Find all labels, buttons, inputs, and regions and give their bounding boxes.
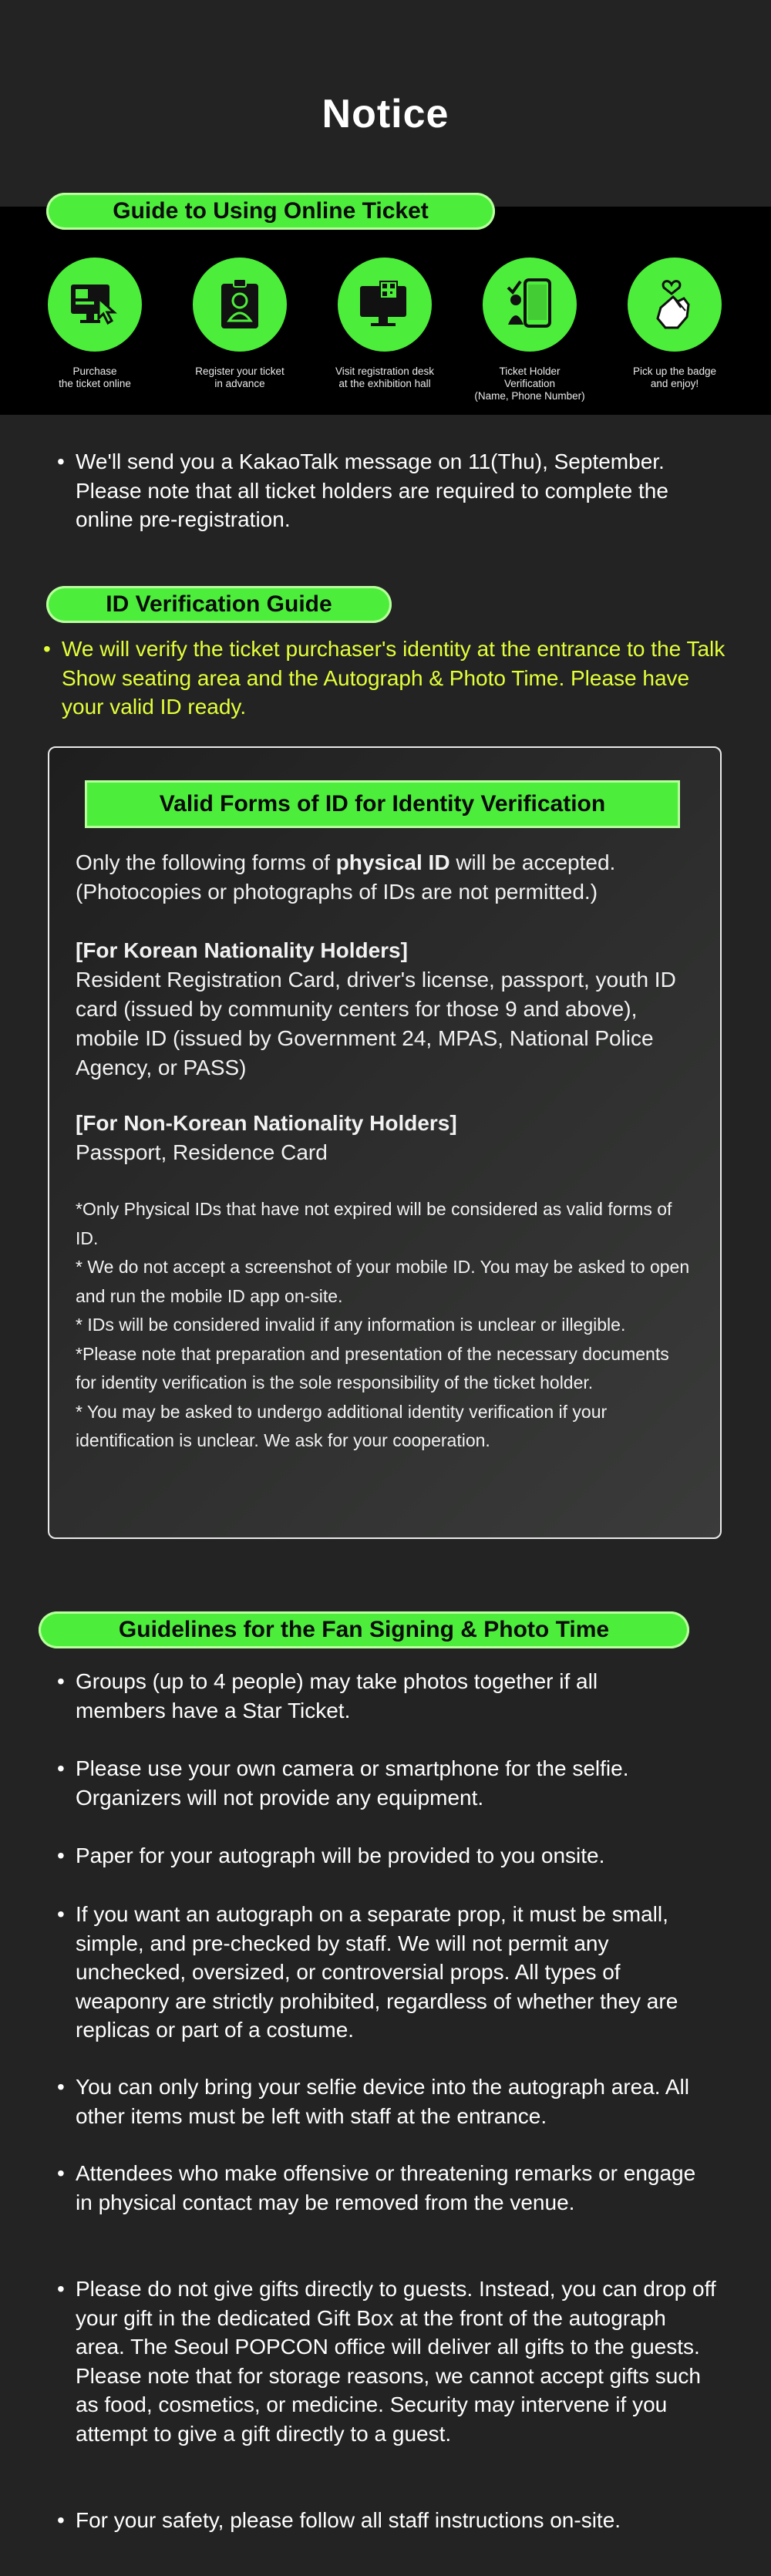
qr-monitor-icon xyxy=(338,258,432,352)
foreign-id-section: [For Non-Korean Nationality Holders] Passport, Residence Card xyxy=(76,1111,457,1164)
id-badge-icon xyxy=(193,258,287,352)
online-ticket-heading: Guide to Using Online Ticket xyxy=(46,193,495,230)
step-caption: Pick up the badge and enjoy! xyxy=(632,365,717,389)
step-caption: Purchase the ticket online xyxy=(59,365,131,389)
step-register xyxy=(174,258,305,390)
phone-verify-icon xyxy=(483,258,577,352)
id-notes: *Only Physical IDs that have not expired will be considered as valid forms of ID. * We do not accept a screenshot of your mobile ID. You may be asked to open and run the mobile ID app on-site. * IDs will be considered invalid if any information is unclear or illegible. *Please note that preparation and presentation of the necessary documents for identity verification is the sole responsibility of the ticket holder. * You may be asked to undergo additional identity verification if your identification is unclear. We ask for your cooperation. xyxy=(76,1199,690,1450)
valid-id-box xyxy=(48,746,722,1539)
step-purchase xyxy=(29,258,160,390)
page-title: Notice xyxy=(322,92,449,136)
step-pickup xyxy=(609,258,740,390)
step-caption: Register your ticket in advance xyxy=(195,365,284,389)
step-visit-desk xyxy=(319,258,450,390)
id-intro: Only the following forms of physical ID will be accepted. (Photocopies or photographs of IDs are not permitted.) xyxy=(76,850,616,904)
fan-signing-heading: Guidelines for the Fan Signing & Photo Time xyxy=(39,1611,689,1648)
step-caption: Visit registration desk at the exhibition hall xyxy=(335,365,435,389)
finger-heart-icon xyxy=(628,258,722,352)
id-verification-heading: ID Verification Guide xyxy=(46,586,392,623)
monitor-click-icon xyxy=(48,258,142,352)
korean-id-section: [For Korean Nationality Holders] Resident Registration Card, driver's license, passport, youth ID card (issued by community centers for those 9 and above), mobile ID (issued by Government 24, MPAS, National Police Agency, or PASS) xyxy=(76,938,676,1079)
step-caption: Ticket Holder Verification (Name, Phone Number) xyxy=(474,365,585,402)
valid-id-box-title: Valid Forms of ID for Identity Verification xyxy=(85,780,680,828)
step-verification xyxy=(464,258,595,402)
